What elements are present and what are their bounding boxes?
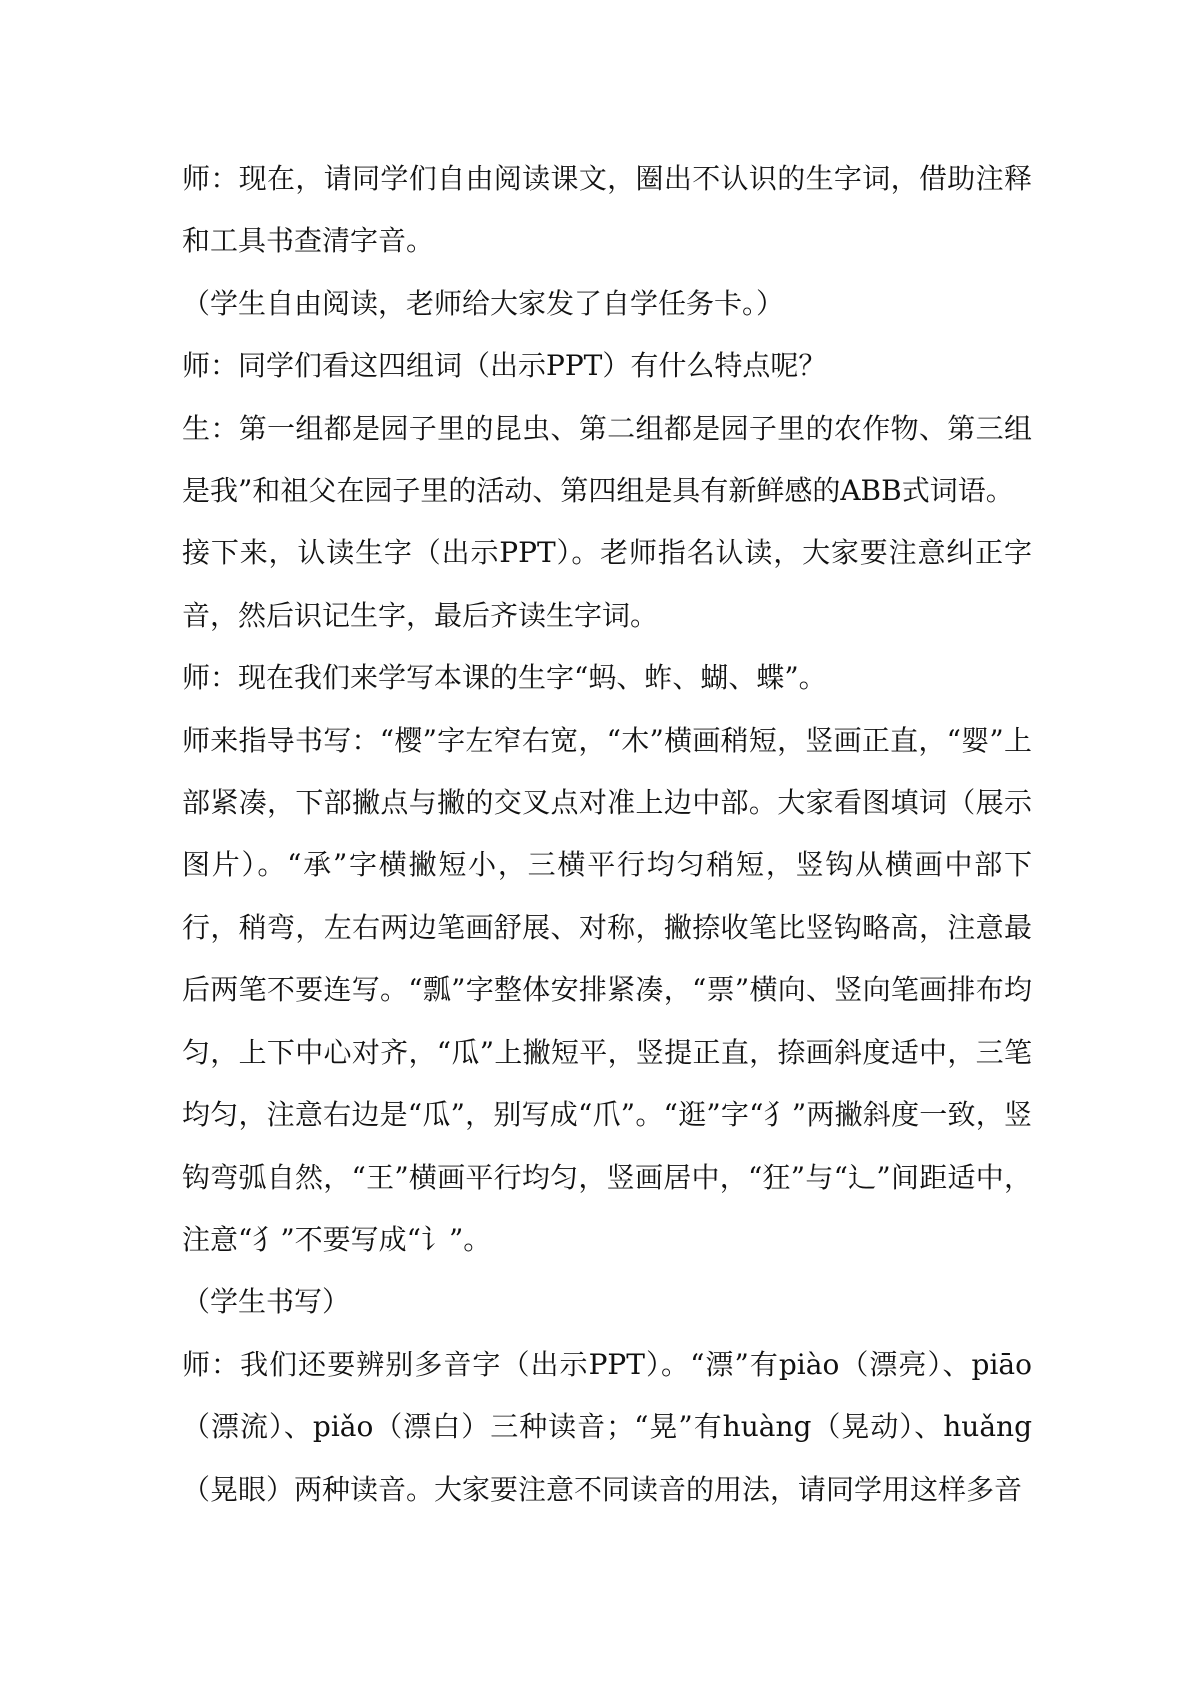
paragraph-student-reading-note: （学生自由阅读，老师给大家发了自学任务卡。）	[182, 286, 785, 320]
lesson-transcript	[182, 148, 1032, 1521]
paragraph-teacher-writing-intro: 师：现在我们来学写本课的生字“蚂、蚱、蝴、蝶”。	[182, 661, 827, 695]
paragraph-character-reading: 接下来，认读生字（出示PPT）。老师指名认读，大家要注意纠正字音，然后识记生字，最后齐读生字词。	[182, 536, 1032, 632]
paragraph-student-writing-note: （学生书写）	[182, 1285, 351, 1319]
paragraph-student-word-groups-answer: 生：第一组都是园子里的昆虫、第二组都是园子里的农作物、第三组是我”和祖父在园子里的活动、第四组是具有新鲜感的ABB式词语。	[182, 411, 1032, 508]
paragraph-polyphonic-characters: 师：我们还要辨别多音字（出示PPT）。“漂”有piào（漂亮）、piāo（漂流）、piǎo（漂白）三种读音；“晃”有huàng（晃动）、huǎng（晃眼）两种读音。大家要注意不同读音的用法，请同学用这样多音	[182, 1347, 1032, 1506]
paragraph-teacher-reading-instruction: 师：现在，请同学们自由阅读课文，圈出不认识的生字词，借助注释和工具书查清字音。	[182, 162, 1032, 258]
paragraph-writing-guidance: 师来指导书写：“樱”字左窄右宽，“木”横画稍短，竖画正直，“婴”上部紧凑，下部撇点与撇的交叉点对准上边中部。大家看图填词（展示图片）。“承”字横撇短小，三横平行均匀稍短，竖钩从横画中部下行，稍弯，左右两边笔画舒展、对称，撇捺收笔比竖钩略高，注意最后两笔不要连写。“瓢”字整体安排紧凑，“票”横向、竖向笔画排布均匀，上下中心对齐，“瓜”上撇短平，竖提正直，捺画斜度适中，三笔均匀，注意右边是“瓜”，别写成“爪”。“逛”字“犭”两撇斜度一致，竖钩弯弧自然，“王”横画平行均匀，竖画居中，“狂”与“辶”间距适中，注意“犭”不要写成“讠”。	[182, 723, 1032, 1256]
paragraph-teacher-word-groups-question: 师：同学们看这四组词（出示PPT）有什么特点呢？	[182, 349, 827, 383]
